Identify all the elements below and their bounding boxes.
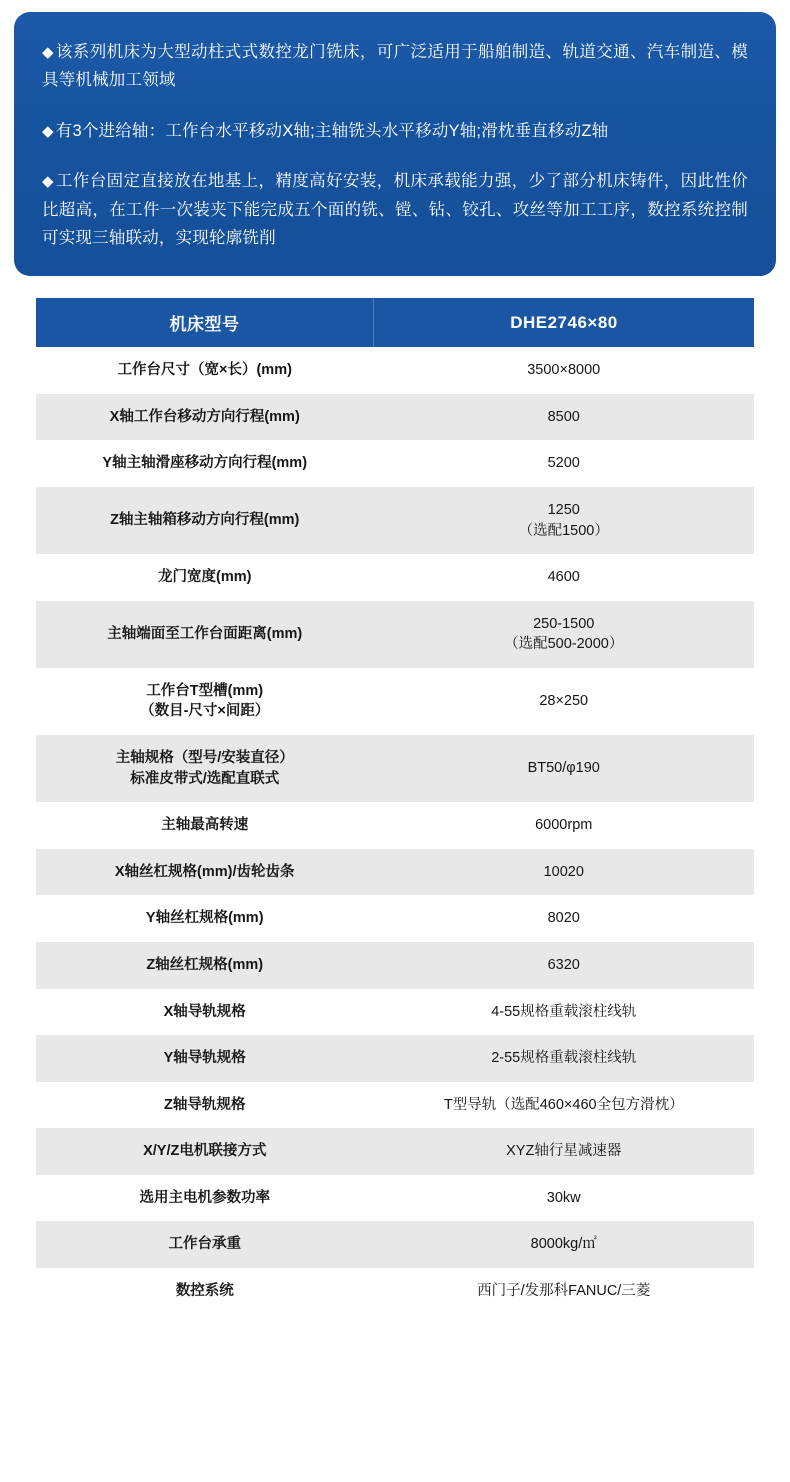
table-cell-param <box>36 394 373 441</box>
table-cell-value <box>373 440 754 487</box>
table-row <box>36 487 754 554</box>
param-text: 数控系统 <box>175 1282 234 1299</box>
table-cell-param <box>36 1175 373 1222</box>
table-row <box>36 802 754 849</box>
intro-panel <box>14 12 776 276</box>
table-cell-param <box>36 802 373 849</box>
table-row <box>36 895 754 942</box>
table-cell-param <box>36 989 373 1036</box>
table-cell-param <box>36 440 373 487</box>
value-text: 30kw <box>546 1189 581 1206</box>
table-cell-value <box>373 487 754 554</box>
value-text: 28×250 <box>539 693 589 710</box>
table-cell-value <box>373 601 754 668</box>
table-cell-param <box>36 1035 373 1082</box>
table-row <box>36 849 754 896</box>
value-text: 6320 <box>547 956 580 973</box>
table-cell-value <box>373 802 754 849</box>
table-cell-param <box>36 668 373 735</box>
table-row <box>36 440 754 487</box>
table-cell-param <box>36 601 373 668</box>
param-text: 龙门宽度(mm) <box>158 569 252 586</box>
value-text: 3500×8000 <box>527 362 601 379</box>
param-subtext: （数目-尺寸×间距） <box>140 703 270 720</box>
table-cell-value <box>373 1221 754 1268</box>
value-text: 5200 <box>547 455 580 472</box>
param-text: Y轴丝杠规格(mm) <box>145 910 264 927</box>
table-row <box>36 554 754 601</box>
header-value: DHE2746×80 <box>373 298 754 347</box>
param-text: 主轴规格（型号/安装直径） <box>115 750 294 767</box>
intro-line-3-text: 工作台固定直接放在地基上，精度高好安装，机床承载能力强，少了部分机床铸件，因此性价比超高，在工件一次装夹下能完成五个面的铣、镗、钻、铰孔、攻丝等加工工序，数控系统控制可实现三轴联动，实现轮廓铣削 <box>42 172 748 247</box>
intro-line-1 <box>42 38 748 95</box>
value-text: 1250 <box>547 501 580 518</box>
header-param: 机床型号 <box>36 298 373 347</box>
value-text: XYZ轴行星减速器 <box>506 1143 622 1160</box>
value-text: 8020 <box>547 910 580 927</box>
param-text: Z轴丝杠规格(mm) <box>146 956 264 973</box>
table-row <box>36 668 754 735</box>
table-cell-value <box>373 1128 754 1175</box>
value-text: BT50/φ190 <box>527 760 600 777</box>
param-text: X轴导轨规格 <box>163 1003 246 1020</box>
param-text: 工作台T型槽(mm) <box>146 682 264 699</box>
param-text: 主轴端面至工作台面距离(mm) <box>107 626 303 642</box>
diamond-bullet-icon: ◆ <box>42 122 54 140</box>
table-cell-value <box>373 1082 754 1129</box>
table-cell-value <box>373 895 754 942</box>
table-row <box>36 735 754 802</box>
param-text: Y轴导轨规格 <box>163 1050 246 1067</box>
spec-table-head <box>36 298 754 347</box>
table-row <box>36 347 754 394</box>
table-cell-value <box>373 735 754 802</box>
table-cell-value <box>373 668 754 735</box>
param-text: 工作台承重 <box>168 1236 241 1253</box>
param-subtext: 标准皮带式/选配直联式 <box>130 770 280 787</box>
table-row <box>36 601 754 668</box>
table-row <box>36 1082 754 1129</box>
table-cell-value <box>373 1175 754 1222</box>
param-text: X轴工作台移动方向行程(mm) <box>109 408 300 425</box>
table-cell-value <box>373 942 754 989</box>
intro-line-3 <box>42 167 748 252</box>
param-text: Y轴主轴滑座移动方向行程(mm) <box>102 455 308 472</box>
param-text: X轴丝杠规格(mm)/齿轮齿条 <box>114 863 295 880</box>
table-cell-value <box>373 554 754 601</box>
table-cell-param <box>36 942 373 989</box>
param-text: 选用主电机参数功率 <box>139 1189 270 1206</box>
intro-line-1-text: 该系列机床为大型动柱式式数控龙门铣床，可广泛适用于船舶制造、轨道交通、汽车制造、模具等机械加工领域 <box>42 43 748 90</box>
table-cell-value <box>373 989 754 1036</box>
table-row <box>36 1221 754 1268</box>
intro-line-2-text: 有3个进给轴：工作台水平移动X轴;主轴铣头水平移动Y轴;滑枕垂直移动Z轴 <box>55 121 609 140</box>
table-cell-param <box>36 1128 373 1175</box>
table-cell-param <box>36 1221 373 1268</box>
value-text: T型导轨（选配460×460全包方滑枕） <box>443 1096 684 1113</box>
table-cell-param <box>36 1268 373 1315</box>
value-text: 2-55规格重载滚柱线轨 <box>491 1050 637 1067</box>
table-row <box>36 1035 754 1082</box>
table-row <box>36 942 754 989</box>
table-cell-value <box>373 394 754 441</box>
table-row <box>36 989 754 1036</box>
param-text: 工作台尺寸（宽×长）(mm) <box>117 362 292 379</box>
product-spec-page <box>0 12 790 1482</box>
value-text: 西门子/发那科FANUC/三菱 <box>477 1282 651 1299</box>
value-text: 250-1500 <box>533 615 595 632</box>
table-row <box>36 1268 754 1315</box>
spec-table-body <box>36 347 754 1314</box>
intro-line-2 <box>42 117 748 145</box>
value-text: 8500 <box>547 408 580 425</box>
diamond-bullet-icon: ◆ <box>42 44 54 61</box>
value-text: 10020 <box>543 863 584 880</box>
value-subtext: （选配500-2000） <box>504 636 624 653</box>
table-cell-param <box>36 849 373 896</box>
table-cell-param <box>36 895 373 942</box>
table-cell-param <box>36 554 373 601</box>
value-text: 6000rpm <box>535 817 593 834</box>
table-cell-param <box>36 735 373 802</box>
value-text: 4-55规格重载滚柱线轨 <box>491 1003 637 1020</box>
param-text: X/Y/Z电机联接方式 <box>143 1143 267 1160</box>
table-row <box>36 1128 754 1175</box>
table-row <box>36 394 754 441</box>
value-subtext: （选配1500） <box>518 522 609 539</box>
spec-table-section <box>36 298 754 1314</box>
param-text: Z轴导轨规格 <box>164 1096 246 1113</box>
table-cell-value <box>373 1268 754 1315</box>
value-text: 8000kg/㎡ <box>530 1236 597 1253</box>
table-row <box>36 1175 754 1222</box>
table-header-row <box>36 298 754 347</box>
table-cell-value <box>373 849 754 896</box>
spec-table <box>36 298 754 1314</box>
table-cell-param <box>36 487 373 554</box>
table-cell-param <box>36 1082 373 1129</box>
param-text: 主轴最高转速 <box>161 817 249 834</box>
table-cell-value <box>373 347 754 394</box>
param-text: Z轴主轴箱移动方向行程(mm) <box>110 512 300 529</box>
diamond-bullet-icon: ◆ <box>42 173 54 191</box>
table-cell-value <box>373 1035 754 1082</box>
value-text: 4600 <box>547 569 580 586</box>
table-cell-param <box>36 347 373 394</box>
